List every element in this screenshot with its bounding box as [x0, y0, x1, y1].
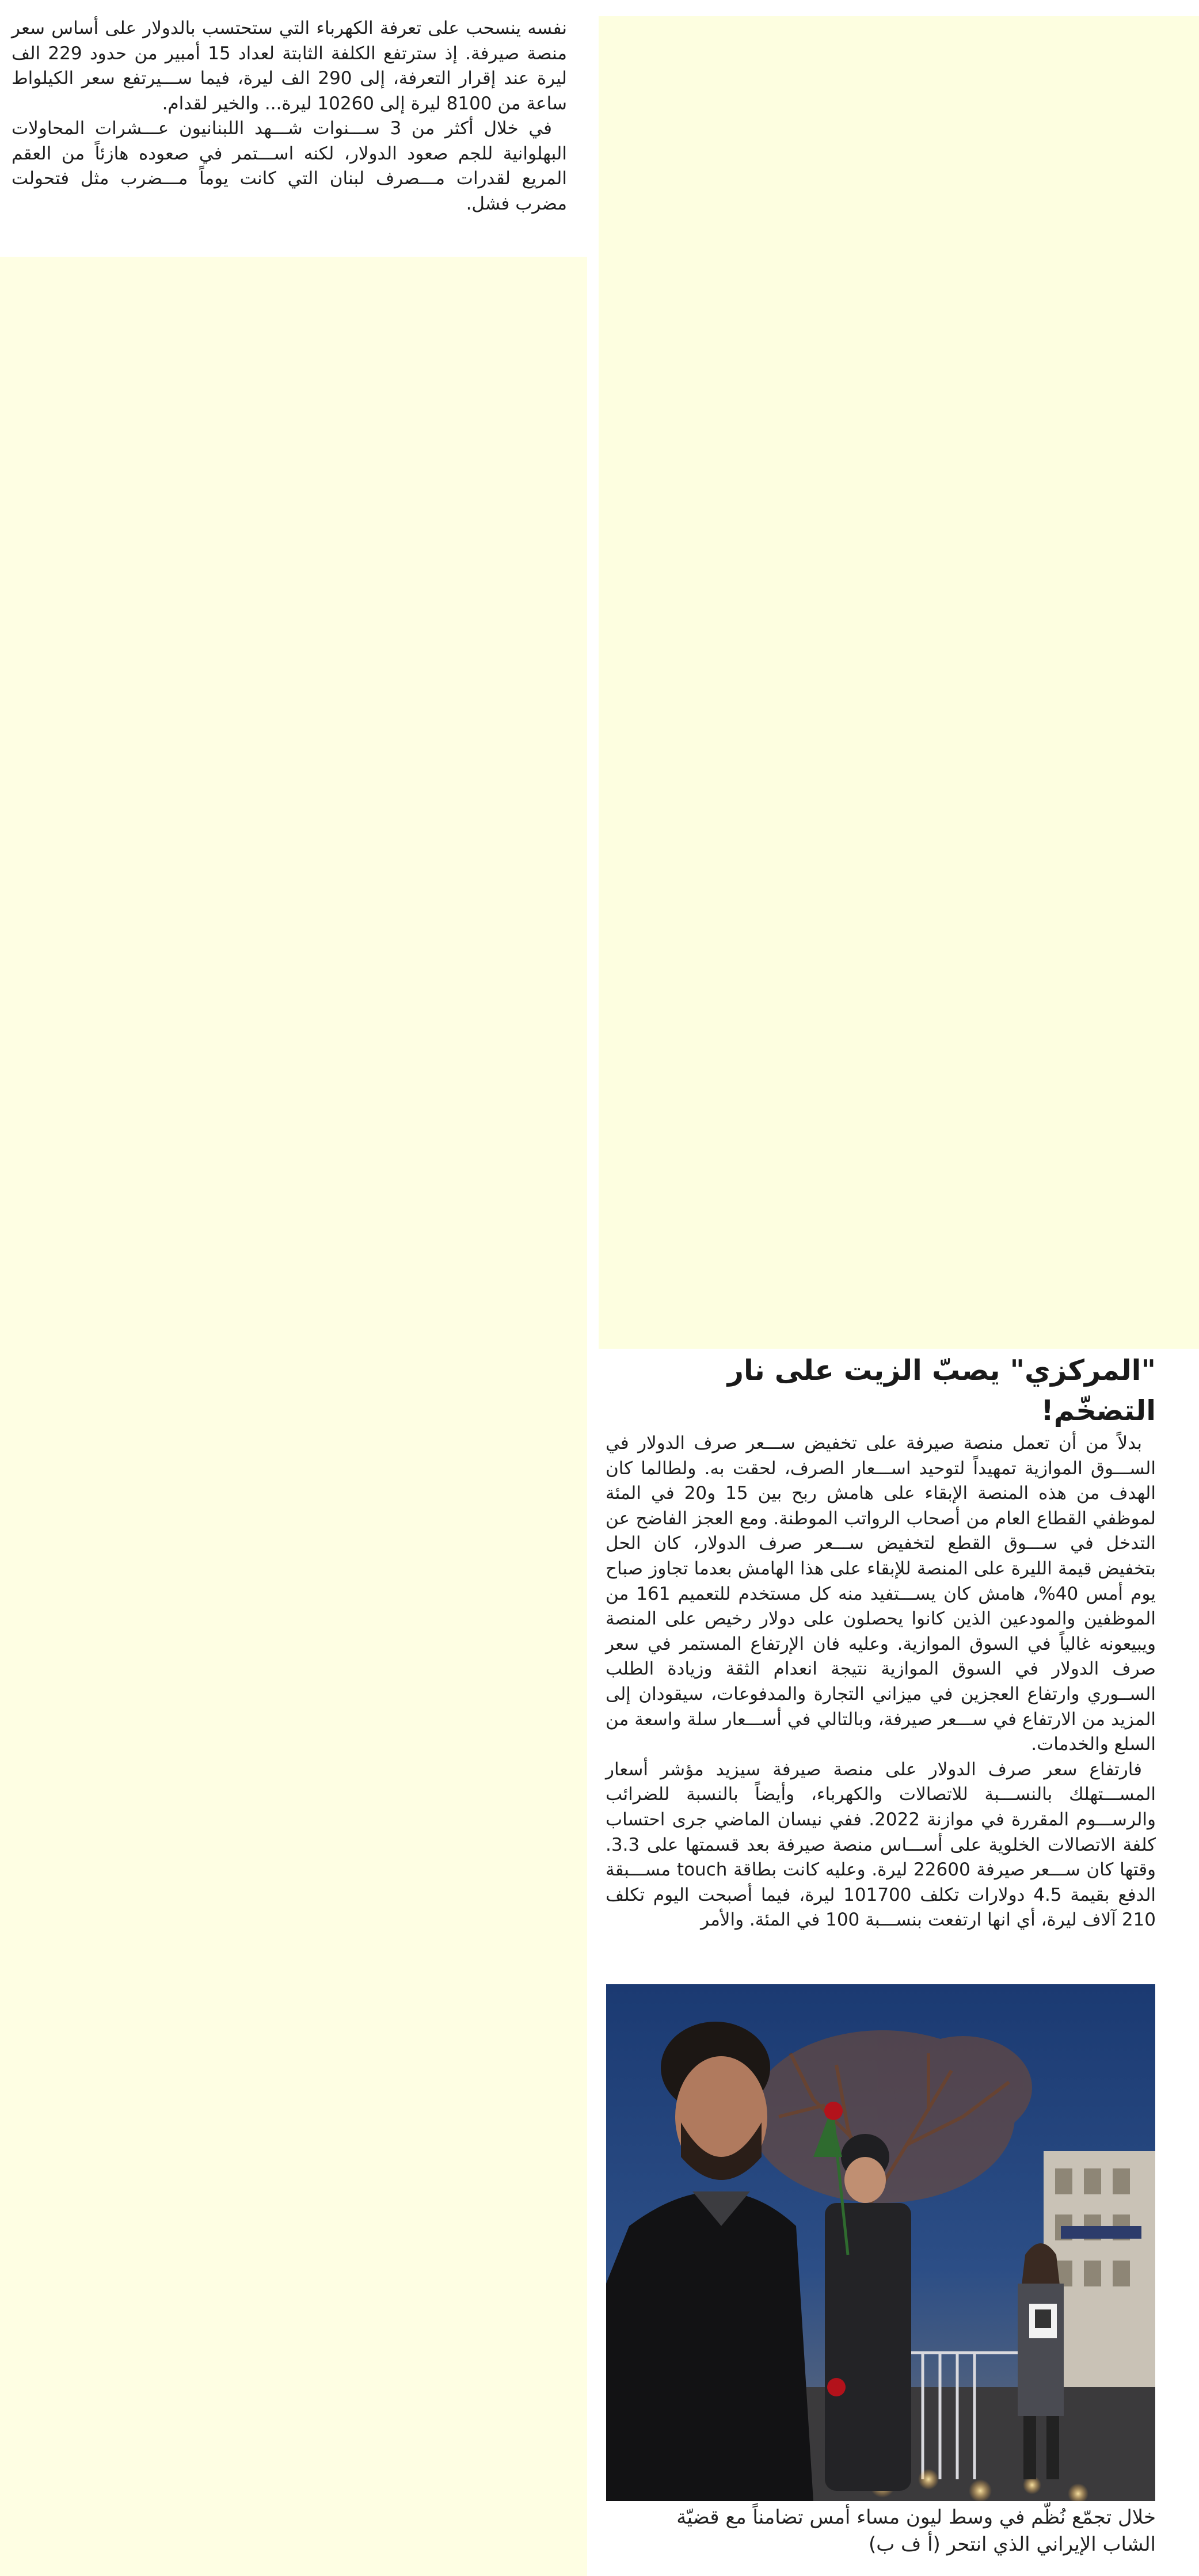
- top-paragraph-1: نفسه ينسحب على تعرفة الكهرباء التي ستحتسب بالدولار على أساس سعر منصة صيرفة. إذ سترتفع الكلفة الثابتة لعداد 15 أمبير من حدود 229 الف ليرة عند إقرار التعرفة، إلى 290 الف ليرة، فيما ســـيرتفع سعر الكيلواط ساعة من 8100 ليرة إلى 10260 ليرة... والخير لقدام.: [12, 18, 567, 114]
- caption-line-1: خلال تجمّع نُظّم في وسط ليون مساء أمس تضامناً مع قضيّة: [676, 2506, 1156, 2529]
- article-body: [606, 1431, 1156, 1933]
- top-paragraph-2: في خلال أكثر من 3 ســـنوات شـــهد اللبنانيون عـــشرات المحاولات البهلوانية للجم صعود الدولار، لكنه اســـتمر في صعوده هازئاً من العقم المريع لقدرات مـــصرف لبنان التي كانت يوماً مـــضرب مثل فتحولت مضرب فشل.: [12, 118, 567, 214]
- right-blank-panel: [599, 16, 1199, 1349]
- article-headline: "المركزي" يصبّ الزيت على نار التضخّم!: [727, 1354, 1156, 1427]
- photo-caption: [606, 2504, 1156, 2558]
- photo-mourners-roses-icon: [606, 1984, 1155, 2501]
- caption-line-2: الشاب الإيراني الذي انتحر (أ ف ب): [868, 2533, 1156, 2556]
- news-photo: [606, 1984, 1155, 2501]
- article-paragraph-2: فارتفاع سعر صرف الدولار على منصة صيرفة سيزيد مؤشر أسعار المســـتهلك بالنســـبة للاتصالات والكهرباء، وأيضاً بالنسبة للضرائب والرســـوم المقررة في موازنة 2022. ففي نيسان الماضي جرى احتساب كلفة الاتصالات الخلوية على أســـاس منصة صيرفة بعد قسمتها على 3.3. وقتها كان ســـعر صيرفة 22600 ليرة. وعليه كانت بطاقة touch مســـبقة الدفع بقيمة 4.5 دولارات تكلف 101700 ليرة، فيما أصبحت اليوم تكلف 210 آلاف ليرة، أي انها ارتفعت بنســـبة 100 في المئة. والأمر: [606, 1759, 1156, 1931]
- article-paragraph-1: بدلاً من أن تعمل منصة صيرفة على تخفيض ســـعر صرف الدولار في الســـوق الموازية تمهيداً لتوحيد اســـعار الصرف، لحقت به. ولطالما كان الهدف من هذه المنصة الإبقاء على هامش ربح بين 15 و20 في المئة لموظفي القطاع العام من أصحاب الرواتب الموطنة. ومع العجز الفاضح عن التدخل في ســـوق القطع لتخفيض ســـعر صرف الدولار، كان الحل بتخفيض قيمة الليرة على المنصة للإبقاء على هذا الهامش بعدما تجاوز صباح يوم أمس 40%، هامش كان يســـتفيد منه كل مستخدم للتعميم 161 من الموظفين والمودعين الذين كانوا يحصلون على دولار رخيص على المنصة ويبيعونه غالياً في السوق الموازية. وعليه فان الإرتفاع المستمر في سعر صرف الدولار في السوق الموازية نتيجة انعدام الثقة وزيادة الطلب الســوري وارتفاع العجزين في ميزاني التجارة والمدفوعات، سيقودان إلى المزيد من الارتفاع في ســـعر صيرفة، وبالتالي في أســـعار سلة واسعة من السلع والخدمات.: [606, 1433, 1156, 1755]
- left-blank-panel: [0, 257, 587, 2576]
- article: [606, 1350, 1156, 1933]
- top-left-text-column: [12, 16, 567, 216]
